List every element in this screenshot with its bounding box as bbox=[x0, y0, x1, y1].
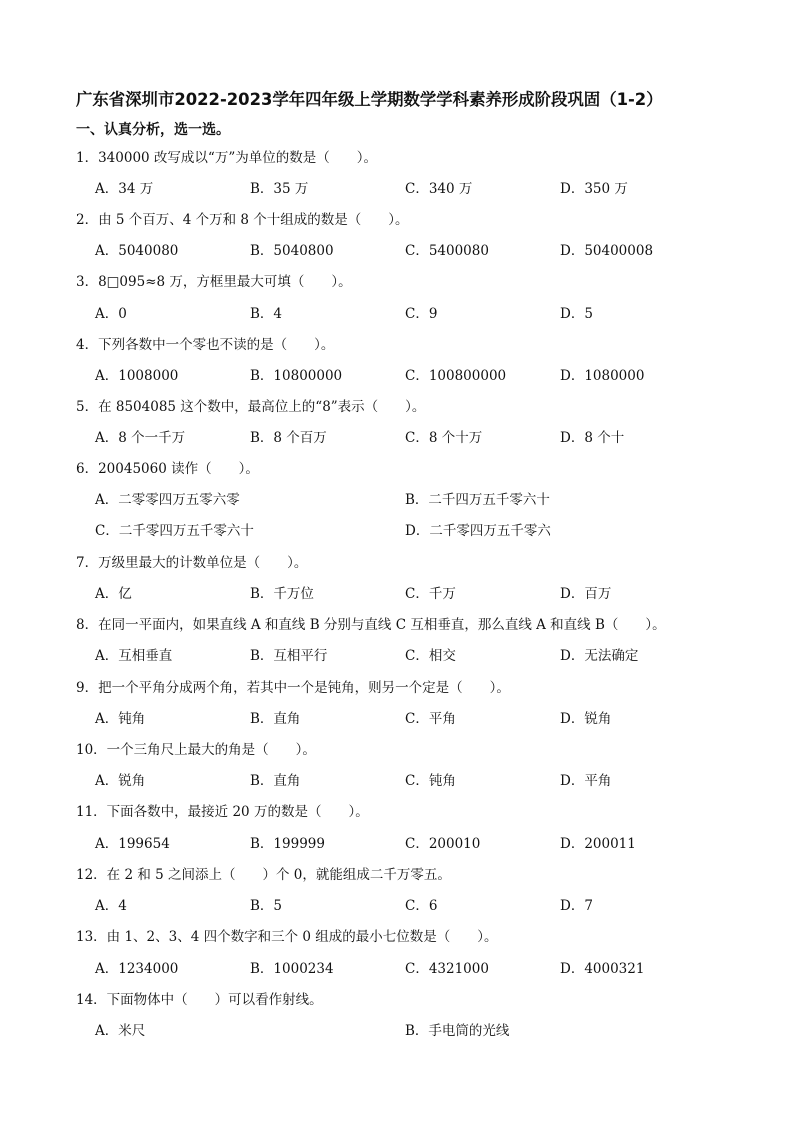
question-5-option-b: B．8 个百万 bbox=[250, 430, 327, 446]
question-8-option-b: B．互相平行 bbox=[250, 648, 328, 664]
question-2-option-b: B．5040800 bbox=[250, 243, 334, 259]
question-13-option-c: C．4321000 bbox=[405, 961, 489, 977]
question-9-option-a: A．钝角 bbox=[95, 711, 146, 727]
question-1-stem: 1．340000 改写成以“万”为单位的数是（ ）。 bbox=[76, 150, 377, 166]
question-4-option-a: A．1008000 bbox=[95, 368, 179, 384]
question-12-option-d: D．7 bbox=[560, 898, 593, 914]
question-7-option-b: B．千万位 bbox=[250, 586, 314, 602]
question-8-option-d: D．无法确定 bbox=[560, 648, 639, 664]
question-12-option-a: A．4 bbox=[95, 898, 127, 914]
question-6-option-b: B．二千四万五千零六十 bbox=[405, 492, 550, 508]
page-title: 广东省深圳市2022-2023学年四年级上学期数学学科素养形成阶段巩固（1-2） bbox=[76, 90, 663, 109]
question-14-stem: 14．下面物体中（ ）可以看作射线。 bbox=[76, 992, 323, 1008]
question-13-option-a: A．1234000 bbox=[95, 961, 179, 977]
question-4-stem: 4．下列各数中一个零也不读的是（ ）。 bbox=[76, 337, 335, 353]
question-4-option-b: B．10800000 bbox=[250, 368, 343, 384]
question-5-option-d: D．8 个十 bbox=[560, 430, 625, 446]
question-11-option-a: A．199654 bbox=[95, 836, 170, 852]
question-14-option-a: A．米尺 bbox=[95, 1023, 146, 1039]
question-7-option-c: C．千万 bbox=[405, 586, 456, 602]
question-6-option-a: A．二零零四万五零六零 bbox=[95, 492, 240, 508]
question-2-option-a: A．5040080 bbox=[95, 243, 179, 259]
question-1-option-d: D．350 万 bbox=[560, 181, 628, 197]
question-14-option-b: B．手电筒的光线 bbox=[405, 1023, 510, 1039]
question-6-stem: 6．20045060 读作（ ）。 bbox=[76, 461, 259, 477]
question-9-stem: 9．把一个平角分成两个角，若其中一个是钝角，则另一个定是（ ）。 bbox=[76, 680, 510, 696]
question-4-option-d: D．1080000 bbox=[560, 368, 645, 384]
question-10-option-d: D．平角 bbox=[560, 773, 612, 789]
question-3-option-a: A．0 bbox=[95, 306, 127, 322]
question-7-option-d: D．百万 bbox=[560, 586, 612, 602]
question-13-option-b: B．1000234 bbox=[250, 961, 334, 977]
question-5-stem: 5．在 8504085 这个数中，最高位上的“8”表示（ ）。 bbox=[76, 399, 426, 415]
question-3-option-c: C．9 bbox=[405, 306, 438, 322]
question-10-option-b: B．直角 bbox=[250, 773, 301, 789]
question-11-stem: 11．下面各数中，最接近 20 万的数是（ ）。 bbox=[76, 804, 369, 820]
question-11-option-b: B．199999 bbox=[250, 836, 325, 852]
question-8-option-c: C．相交 bbox=[405, 648, 456, 664]
question-1-option-a: A．34 万 bbox=[95, 181, 154, 197]
question-1-option-b: B．35 万 bbox=[250, 181, 309, 197]
question-8-option-a: A．互相垂直 bbox=[95, 648, 173, 664]
question-9-option-b: B．直角 bbox=[250, 711, 301, 727]
question-6-option-d: D．二千零四万五千零六 bbox=[405, 523, 551, 539]
question-13-stem: 13．由 1、2、3、4 四个数字和三个 0 组成的最小七位数是（ ）。 bbox=[76, 929, 498, 945]
question-10-stem: 10．一个三角尺上最大的角是（ ）。 bbox=[76, 742, 316, 758]
question-11-option-d: D．200011 bbox=[560, 836, 636, 852]
question-10-option-c: C．钝角 bbox=[405, 773, 456, 789]
question-10-option-a: A．锐角 bbox=[95, 773, 146, 789]
section-heading: 一、认真分析，选一选。 bbox=[76, 122, 230, 138]
question-4-option-c: C．100800000 bbox=[405, 368, 507, 384]
question-2-option-c: C．5400080 bbox=[405, 243, 489, 259]
question-9-option-c: C．平角 bbox=[405, 711, 456, 727]
question-8-stem: 8．在同一平面内，如果直线 A 和直线 B 分别与直线 C 互相垂直，那么直线 A 和直线 B（ ）。 bbox=[76, 617, 666, 633]
question-5-option-c: C．8 个十万 bbox=[405, 430, 483, 446]
question-3-stem: 3．8□095≈8 万，方框里最大可填（ ）。 bbox=[76, 274, 352, 290]
question-2-option-d: D．50400008 bbox=[560, 243, 654, 259]
question-6-option-c: C．二千零四万五千零六十 bbox=[95, 523, 254, 539]
question-11-option-c: C．200010 bbox=[405, 836, 481, 852]
question-7-stem: 7．万级里最大的计数单位是（ ）。 bbox=[76, 555, 308, 571]
question-3-option-b: B．4 bbox=[250, 306, 283, 322]
question-3-option-d: D．5 bbox=[560, 306, 593, 322]
question-2-stem: 2．由 5 个百万、4 个万和 8 个十组成的数是（ ）。 bbox=[76, 212, 409, 228]
question-13-option-d: D．4000321 bbox=[560, 961, 645, 977]
question-12-option-b: B．5 bbox=[250, 898, 283, 914]
question-1-option-c: C．340 万 bbox=[405, 181, 473, 197]
question-5-option-a: A．8 个一千万 bbox=[95, 430, 186, 446]
question-12-option-c: C．6 bbox=[405, 898, 438, 914]
question-12-stem: 12．在 2 和 5 之间添上（ ）个 0，就能组成二千万零五。 bbox=[76, 867, 451, 883]
question-9-option-d: D．锐角 bbox=[560, 711, 612, 727]
question-7-option-a: A．亿 bbox=[95, 586, 132, 602]
